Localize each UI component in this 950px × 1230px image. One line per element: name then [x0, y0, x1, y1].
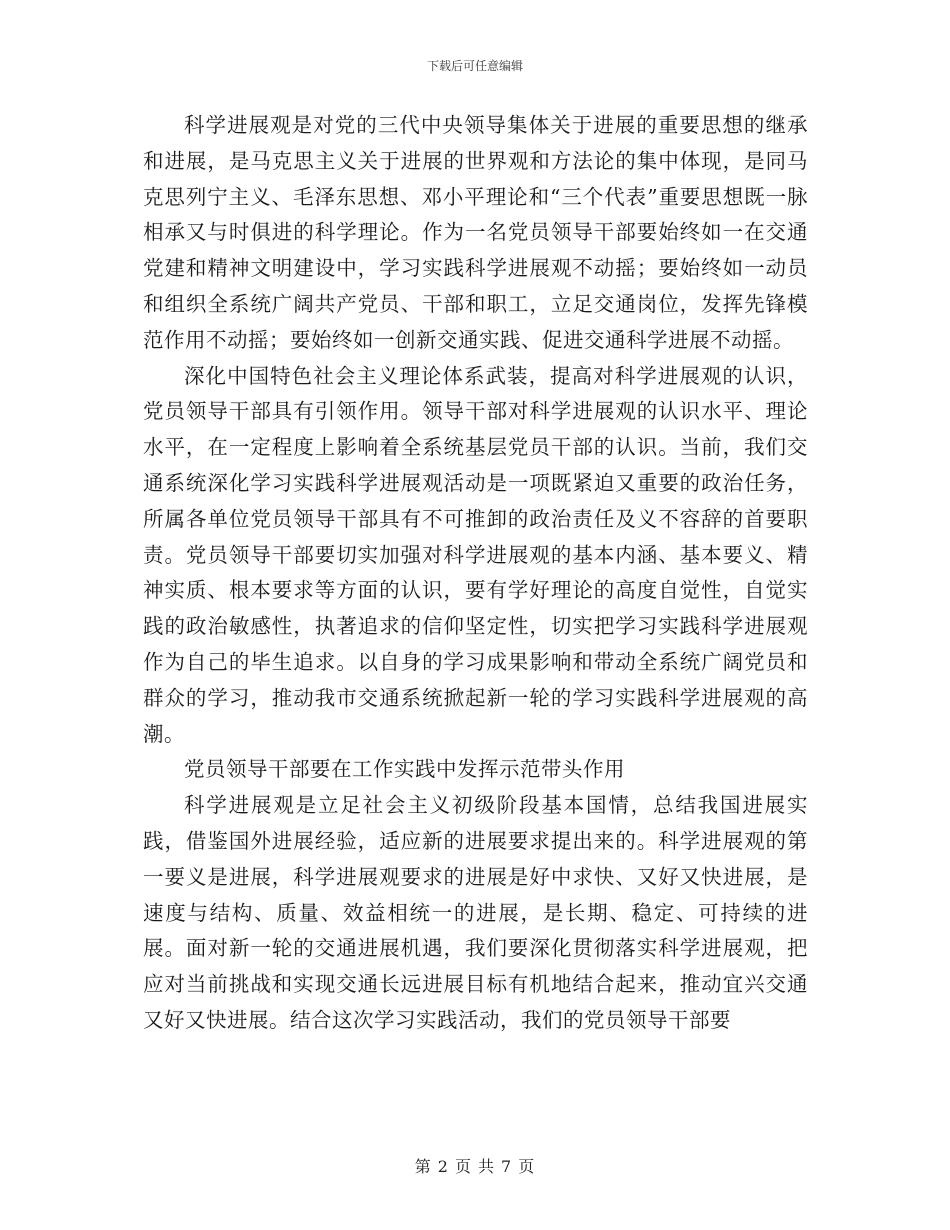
page-footer: [0, 1154, 950, 1177]
footer-page-char: 页: [454, 1157, 472, 1176]
footer-total-pages: 7: [501, 1157, 513, 1176]
page-header: 下载后可任意编辑: [426, 59, 523, 73]
footer-current-page: 2: [437, 1157, 449, 1176]
document-body: [143, 108, 808, 1039]
footer-prefix: 第: [414, 1157, 432, 1176]
footer-suffix: 页: [518, 1157, 536, 1176]
paragraph-1: 科学进展观是对党的三代中央领导集体关于进展的重要思想的继承和进展，是马克思主义关于进展的世界观和方法论的集中体现，是同马克思列宁主义、毛泽东思想、邓小平理论和“三个代表”重要思想既一脉相承又与时俱进的科学理论。作为一名党员领导干部要始终如一在交通党建和精神文明建设中，学习实践科学进展观不动摇；要始终如一动员和组织全系统广阔共产党员、干部和职工，立足交通岗位，发挥先锋模范作用不动摇；要始终如一创新交通实践、促进交通科学进展不动摇。: [143, 113, 808, 352]
paragraph-3: 科学进展观是立足社会主义初级阶段基本国情，总结我国进展实践，借鉴国外进展经验，适应新的进展要求提出来的。科学进展观的第一要义是进展，科学进展观要求的进展是好中求快、又好又快进展，是速度与结构、质量、效益相统一的进展，是长期、稳定、可持续的进展。面对新一轮的交通进展机遇，我们要深化贯彻落实科学进展观，把应对当前挑战和实现交通长远进展目标有机地结合起来，推动宜兴交通又好又快进展。结合这次学习实践活动，我们的党员领导干部要: [143, 793, 808, 1032]
paragraph-2: 深化中国特色社会主义理论体系武装，提高对科学进展观的认识，党员领导干部具有引领作用。领导干部对科学进展观的认识水平、理论水平，在一定程度上影响着全系统基层党员干部的认识。当前，我们交通系统深化学习实践科学进展观活动是一项既紧迫又重要的政治任务，所属各单位党员领导干部具有不可推卸的政治责任及义不容辞的首要职责。党员领导干部要切实加强对科学进展观的基本内涵、基本要义、精神实质、根本要求等方面的认识，要有学好理论的高度自觉性，自觉实践的政治敏感性，执著追求的信仰坚定性，切实把学习实践科学进展观作为自己的毕生追求。以自身的学习成果影响和带动全系统广阔党员和群众的学习，推动我市交通系统掀起新一轮的学习实践科学进展观的高潮。: [143, 363, 808, 746]
footer-total-prefix: 共: [478, 1157, 496, 1176]
section-heading: 党员领导干部要在工作实践中发挥示范带头作用: [184, 757, 625, 782]
